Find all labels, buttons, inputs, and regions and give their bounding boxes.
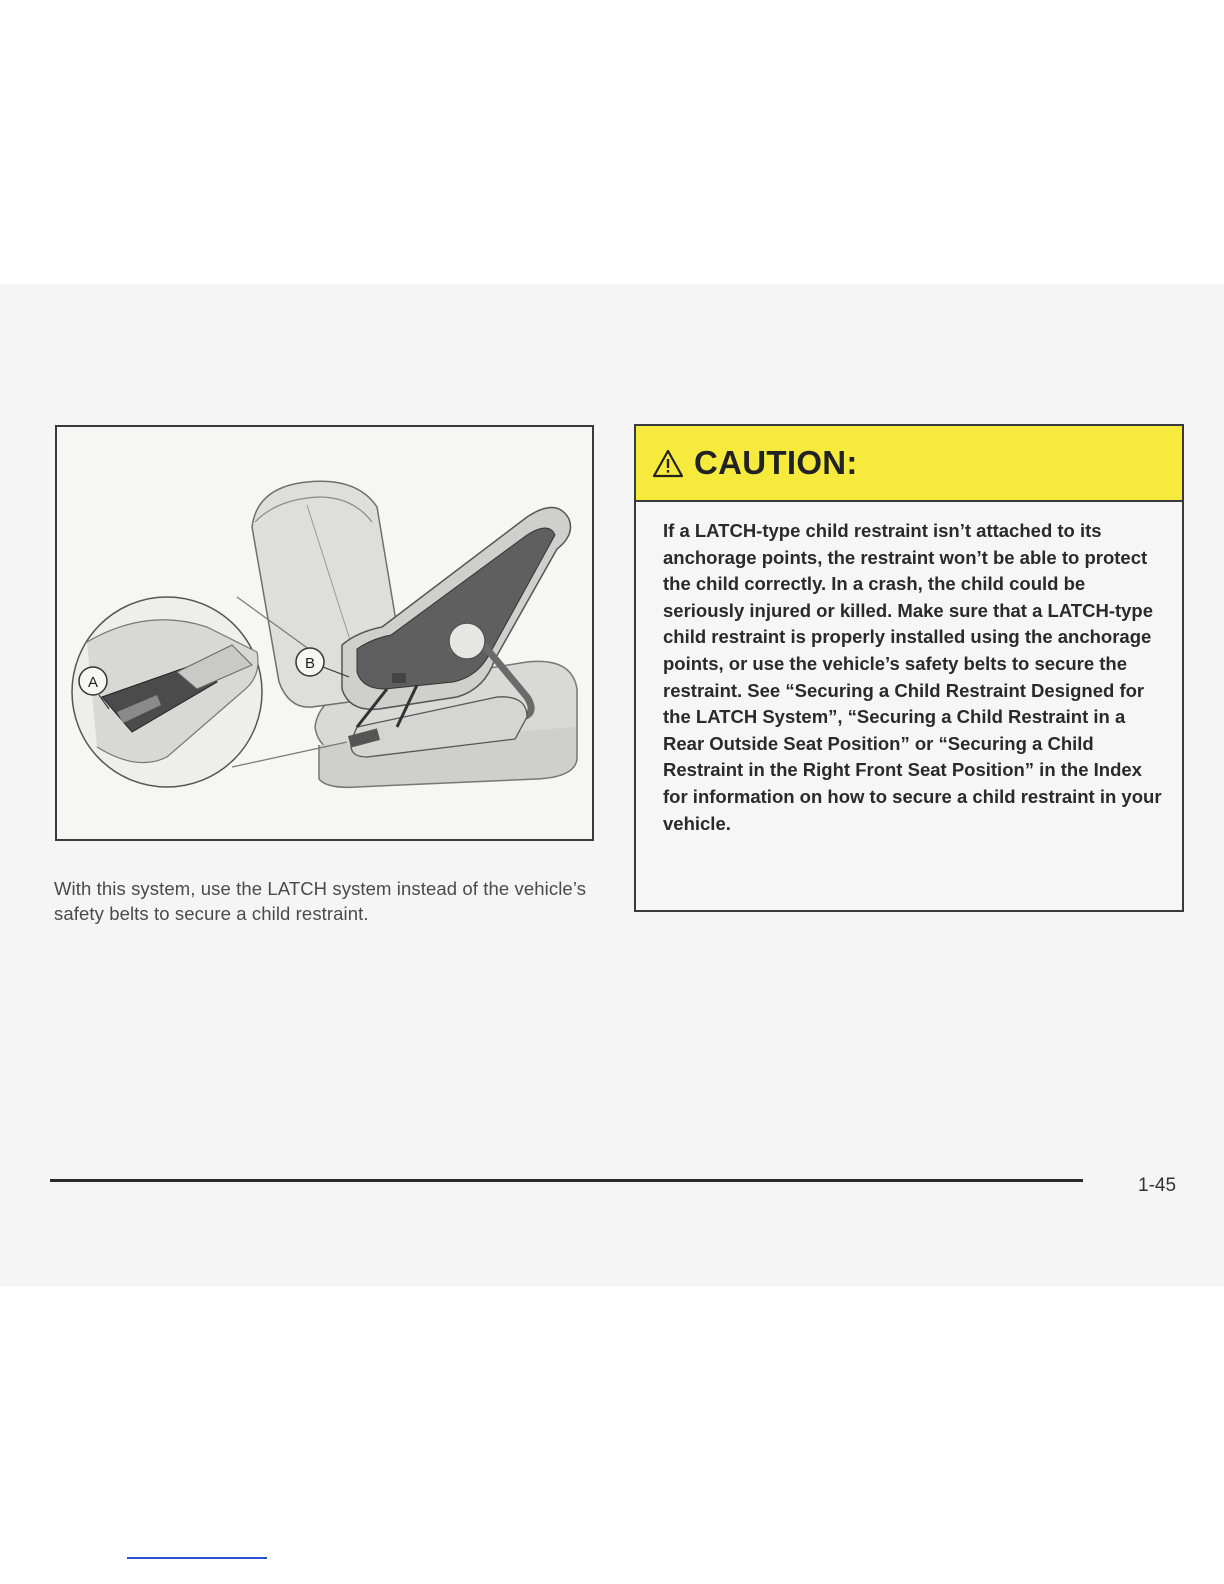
bottom-link-underline bbox=[127, 1557, 267, 1559]
page-number: 1-45 bbox=[1138, 1175, 1177, 1196]
footer-rule bbox=[50, 1179, 1083, 1182]
caution-title: CAUTION: bbox=[694, 444, 858, 481]
manual-page bbox=[0, 284, 1224, 1286]
child-seat-drawing bbox=[57, 427, 592, 839]
warning-triangle-icon bbox=[652, 449, 684, 478]
callout-b-label: B bbox=[304, 655, 316, 672]
caution-header bbox=[636, 426, 1182, 502]
caution-text: If a LATCH-type child restraint isn’t attached to its anchorage points, the restraint won’t be able to protect the child correctly. In a crash, the child could be seriously injured or killed. Make sure that a LATCH-type child restraint is properly installed using the anchorage points, or use the vehicle’s safety belts to secure the restraint. See “Securing a Child Restraint Designed for the LATCH System”, “Securing a Child Restraint in a Rear Outside Seat Position” or “Securing a Child Restraint in the Right Front Seat Position” in the Index for information on how to secure a child restraint in your vehicle. bbox=[663, 520, 1162, 834]
figure-caption: With this system, use the LATCH system instead of the vehicle’s safety belts to secure a child restraint. bbox=[54, 878, 587, 924]
caution-box bbox=[634, 424, 1184, 912]
callout-a-label: A bbox=[87, 674, 99, 691]
latch-illustration bbox=[55, 425, 594, 841]
